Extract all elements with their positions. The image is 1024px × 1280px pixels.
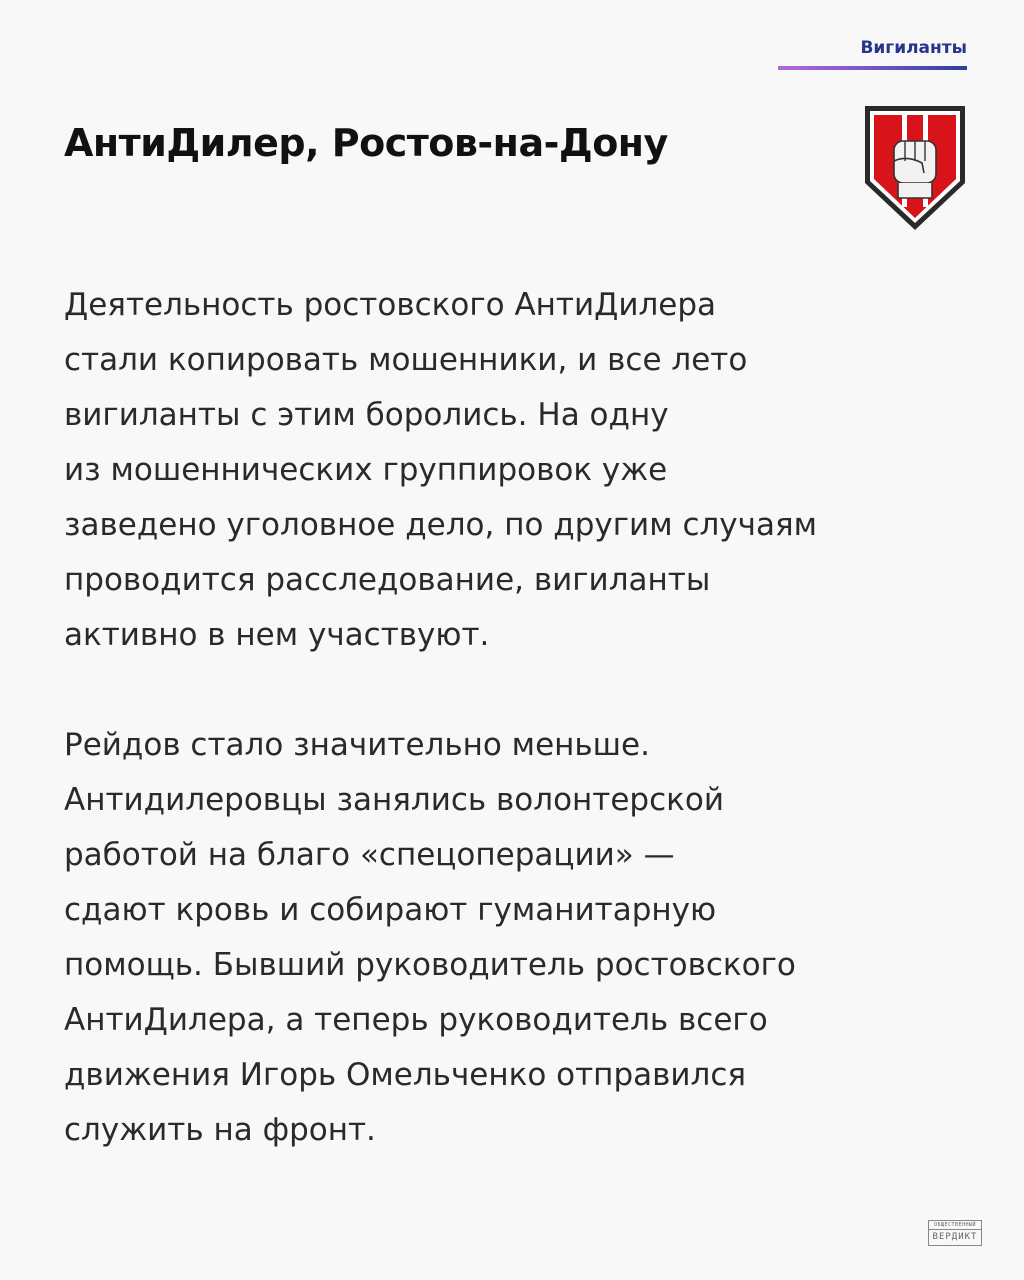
paragraph-line: стали копировать мошенники, и все лето — [64, 342, 748, 378]
paragraph-line: работой на благо «спецоперации» — — [64, 837, 675, 873]
paragraph-line: заведено уголовное дело, по другим случаям — [64, 507, 817, 543]
paragraph-1 — [64, 278, 964, 663]
category-label: Вигиланты — [860, 38, 967, 58]
brand-logo-top: ОБЩЕСТВЕННЫЙ — [929, 1221, 981, 1230]
paragraph-line: Деятельность ростовского АнтиДилера — [64, 287, 717, 323]
paragraph-line: вигиланты с этим боролись. На одну — [64, 397, 669, 433]
paragraph-line: активно в нем участвуют. — [64, 617, 490, 653]
category-underline — [778, 66, 967, 70]
fist-shield-icon — [862, 103, 968, 233]
paragraph-line: сдают кровь и собирают гуманитарную — [64, 892, 717, 928]
brand-logo-bottom: ВЕРДИКТ — [932, 1232, 978, 1242]
paragraph-line: из мошеннических группировок уже — [64, 452, 668, 488]
paragraph-line: движения Игорь Омельченко отправился — [64, 1057, 747, 1093]
page-title: АнтиДилер, Ростов-на-Дону — [64, 121, 668, 165]
paragraph-line: проводится расследование, вигиланты — [64, 562, 711, 598]
brand-logo — [928, 1220, 982, 1246]
paragraph-line: Рейдов стало значительно меньше. — [64, 727, 650, 763]
paragraph-line: служить на фронт. — [64, 1112, 376, 1148]
paragraph-2 — [64, 718, 964, 1158]
paragraph-line: помощь. Бывший руководитель ростовского — [64, 947, 796, 983]
paragraph-line: Антидилеровцы занялись волонтерской — [64, 782, 724, 818]
paragraph-line: АнтиДилера, а теперь руководитель всего — [64, 1002, 768, 1038]
